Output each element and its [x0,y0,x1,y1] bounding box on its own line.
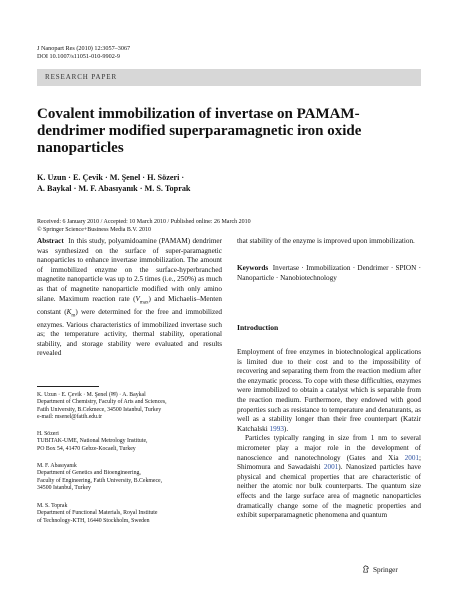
affiliation-4 [37,503,222,525]
dates-line: Received: 6 January 2010 / Accepted: 10 March 2010 / Published online: 26 March 2010 [37,219,251,225]
affiliation-line: K. Uzun · E. Çevik · M. Şenel (✉) · A. Baykal [37,392,146,398]
abstract [37,237,222,359]
copyright: © Springer Science+Business Media B.V. 2010 [37,227,151,233]
abstract-text-3: ) were determined for the free and immobilized enzymes. Various characteristics of immobilized invertase such as; the temperature activity, thermal stability, operational stability, and storage stability were evaluated and results revealed [37,307,222,358]
abstract-continued: that stability of the enzyme is improved upon immobilization. [237,237,415,245]
affiliation-line: 34500 Istanbul, Turkey [37,484,91,491]
footnote-divider [37,386,99,387]
vmax-symbol: V [135,294,140,303]
affiliation-line: Fatih University, B.Cekmece, 34500 Istanbul, Turkey [37,406,162,413]
affiliation-line: PO Box 54, 41470 Gebze-Kocaeli, Turkey [37,445,136,452]
authors [37,172,421,194]
section-bar [37,69,421,86]
keywords-text: Invertase · Immobilization · Dendrimer · SPION · Nanoparticle · Nanobiotechnology [237,264,421,282]
abstract-text-2: ) and Michaelis–Menten constant ( [37,294,222,316]
km-subscript: m [71,313,76,319]
publication-dates [37,218,421,234]
intro-text: Particles typically ranging in size from 1 nm to several micrometer play a major role in the development of nanoscience and nanotechnology (Gates and Xia [237,434,421,462]
authors-line-2: A. Baykal · M. F. Abasıyanık · M. S. Toprak [37,184,191,193]
affiliation-line: Department of Functional Materials, Royal Institute [37,510,158,517]
affiliation-line: TUBITAK-UME, National Metrology Institute, [37,438,148,445]
intro-text: ). [283,424,289,433]
km-symbol: K [66,307,72,316]
section-label: RESEARCH PAPER [45,73,118,81]
email-link[interactable]: e-mail: msenel@fatih.edu.tr [37,413,103,420]
keywords-heading: Keywords [237,264,269,272]
abstract-text-1: In this study, polyamidoamine (PAMAM) dendrimer was synthesized on the surface of super-paramagnetic nanoparticles to enhance invertase immobilization. The amount of immobilized enzyme on the surface-hyperbranched magnetite nanoparticle was up to 2.5 times (i.e., 250%) as much as that of magnetite nanoparticle modified with only amino silane. Maximum reaction rate ( [37,237,223,303]
affiliation-line: Department of Genetics and Bioengineering, [37,470,141,477]
publisher-name: Springer [373,566,398,574]
affiliation-3 [37,463,222,492]
intro-text: Employment of free enzymes in biotechnological applications is limited due to their cost and to the impossibility of recovering and separating them from the reaction medium after the enzymatic process. To cope with these difficulties, enzymes were immobilized to obtain a catalyst which is separable from the reaction medium. Furthermore, they endowed with good properties such as resistance to temperature and denaturants, as well as a stability longer than their free counterpart (Katzir Katchalski [237,348,421,433]
authors-line-1: K. Uzun · E. Çevik · M. Şenel · H. Sözeri · [37,173,185,182]
vmax-subscript: max [139,300,149,305]
affiliation-line: M. S. Toprak [37,503,68,509]
affiliation-line: Faculty of Engineering, Fatih University, B.Cekmece, [37,477,163,484]
affiliation-1 [37,392,222,421]
citation-link[interactable]: 2001 [323,463,339,472]
affiliation-line: H. Sözeri [37,431,59,437]
keywords [237,264,421,283]
citation-link[interactable]: 2001 [404,453,419,462]
citation-link[interactable]: 1993 [269,424,284,433]
abstract-heading: Abstract [37,237,64,245]
doi: DOI 10.1007/s11051-010-9902-9 [37,53,120,60]
springer-horse-icon [362,565,370,573]
intro-paragraph-2 [237,434,421,520]
introduction-body [237,348,421,521]
journal-citation: J Nanopart Res (2010) 12:3057–3067 [37,45,131,52]
paper-title: Covalent immobilization of invertase on PAMAM-dendrimer modified superparamagnetic iron oxide nanoparticles [37,106,362,156]
affiliation-2 [37,431,222,453]
affiliation-line: M. F. Abasıyanık [37,463,77,469]
affiliation-line: Department of Chemistry, Faculty of Arts and Sciences, [37,399,167,406]
affiliation-line: of Technology-KTH, 16440 Stockholm, Sweden [37,517,150,524]
publisher-footer [362,565,398,574]
introduction-heading: Introduction [237,323,279,332]
intro-paragraph-1 [237,348,421,434]
intro-text: ). Nanosized particles have physical and chemical properties that are characteristic of neither the atomic nor bulk counterparts. The quantum size effects and the large surface area of magnetic nanoparticles dramatically change some of the magnetic properties and exhibit superparamagnetic phenomena and quantum [237,463,421,520]
intro-text: ; Shimomura and Sawadaishi [237,453,421,472]
